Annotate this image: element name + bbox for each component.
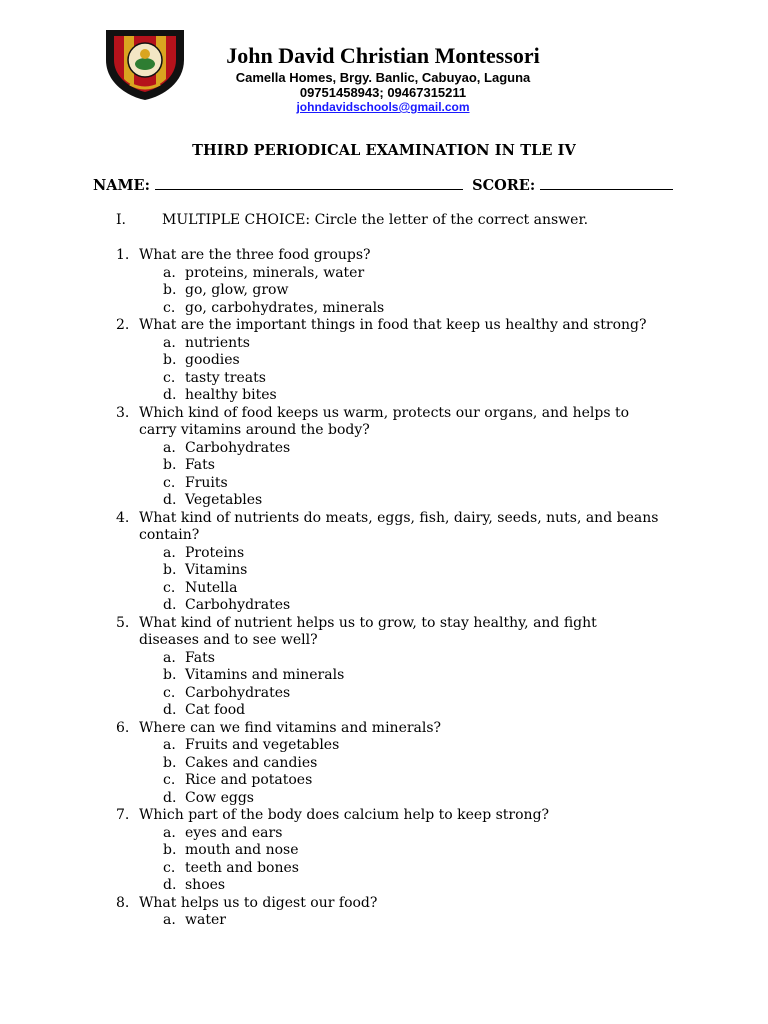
question-text: What are the three food groups? bbox=[139, 247, 371, 263]
question-6 bbox=[0, 720, 659, 738]
option-text: Carbohydrates bbox=[185, 439, 291, 456]
answer-option[interactable] bbox=[0, 755, 768, 773]
option-letter[interactable]: c. bbox=[163, 579, 176, 596]
option-letter[interactable]: c. bbox=[163, 474, 176, 491]
answer-option[interactable] bbox=[0, 667, 768, 685]
school-phones: 09751458943; 09467315211 bbox=[299, 85, 467, 100]
answer-option[interactable] bbox=[0, 650, 768, 668]
option-letter[interactable]: b. bbox=[163, 352, 177, 368]
section-number: I. bbox=[116, 212, 126, 228]
option-text: Nutella bbox=[185, 579, 238, 596]
question-5 bbox=[0, 615, 659, 650]
answer-option[interactable] bbox=[0, 492, 768, 510]
option-letter[interactable]: d. bbox=[163, 387, 177, 403]
name-label: NAME: bbox=[93, 177, 150, 194]
option-letter[interactable]: d. bbox=[163, 597, 177, 613]
answer-option[interactable] bbox=[0, 265, 768, 283]
option-text: eyes and ears bbox=[185, 824, 283, 841]
question-text: Which kind of food keeps us warm, protects our organs, and helps to carry vitamins around the body? bbox=[139, 404, 630, 438]
option-letter[interactable]: a. bbox=[163, 544, 176, 561]
option-letter[interactable]: b. bbox=[163, 667, 177, 683]
option-letter[interactable]: c. bbox=[163, 772, 176, 788]
answer-option[interactable] bbox=[0, 545, 768, 563]
question-2 bbox=[0, 317, 659, 335]
answer-option[interactable] bbox=[0, 842, 768, 860]
answer-option[interactable] bbox=[0, 282, 768, 300]
option-letter[interactable]: c. bbox=[163, 684, 176, 701]
answer-option[interactable] bbox=[0, 335, 768, 353]
school-header bbox=[190, 42, 576, 115]
option-text: Rice and potatoes bbox=[185, 772, 313, 788]
school-email-link[interactable]: johndavidschools@gmail.com bbox=[296, 100, 470, 114]
option-letter[interactable]: a. bbox=[163, 912, 176, 928]
option-text: water bbox=[185, 912, 226, 928]
question-number: 4. bbox=[116, 509, 130, 526]
exam-title: THIRD PERIODICAL EXAMINATION IN TLE IV bbox=[192, 142, 576, 159]
option-letter[interactable]: b. bbox=[163, 842, 177, 858]
score-label: SCORE: bbox=[472, 177, 536, 194]
option-letter[interactable]: a. bbox=[163, 824, 176, 841]
question-4 bbox=[0, 510, 659, 545]
question-list bbox=[0, 247, 768, 930]
question-1 bbox=[0, 247, 659, 265]
question-8 bbox=[0, 895, 659, 913]
option-letter[interactable]: c. bbox=[163, 299, 176, 316]
option-text: Carbohydrates bbox=[185, 597, 291, 613]
option-text: Fats bbox=[185, 457, 215, 473]
answer-option[interactable] bbox=[0, 877, 768, 895]
question-text: What are the important things in food that keep us healthy and strong? bbox=[139, 317, 647, 333]
answer-option[interactable] bbox=[0, 685, 768, 703]
option-text: go, carbohydrates, minerals bbox=[185, 299, 385, 316]
option-text: Fats bbox=[185, 649, 215, 666]
option-text: goodies bbox=[185, 352, 240, 368]
option-text: tasty treats bbox=[185, 369, 266, 386]
instruction-text: MULTIPLE CHOICE: Circle the letter of the correct answer. bbox=[162, 212, 589, 228]
question-number: 6. bbox=[116, 719, 130, 736]
option-letter[interactable]: c. bbox=[163, 859, 176, 876]
option-text: proteins, minerals, water bbox=[185, 264, 365, 281]
question-number: 2. bbox=[116, 317, 130, 333]
option-text: Cow eggs bbox=[185, 789, 254, 806]
option-letter[interactable]: d. bbox=[163, 877, 177, 893]
question-text: What helps us to digest our food? bbox=[139, 894, 378, 911]
answer-option[interactable] bbox=[0, 562, 768, 580]
option-text: Proteins bbox=[185, 544, 245, 561]
option-letter[interactable]: a. bbox=[163, 264, 176, 281]
option-letter[interactable]: d. bbox=[163, 492, 177, 508]
option-text: Vitamins and minerals bbox=[185, 667, 345, 683]
option-text: nutrients bbox=[185, 334, 250, 351]
option-text: shoes bbox=[185, 877, 226, 893]
answer-option[interactable] bbox=[0, 352, 768, 370]
option-text: Carbohydrates bbox=[185, 684, 291, 701]
option-letter[interactable]: b. bbox=[163, 562, 177, 578]
answer-option[interactable] bbox=[0, 597, 768, 615]
option-letter[interactable]: a. bbox=[163, 439, 176, 456]
answer-option[interactable] bbox=[0, 300, 768, 318]
option-letter[interactable]: a. bbox=[163, 649, 176, 666]
option-text: Fruits and vegetables bbox=[185, 737, 340, 753]
option-letter[interactable]: d. bbox=[163, 702, 177, 718]
question-number: 8. bbox=[116, 894, 130, 911]
question-number: 7. bbox=[116, 807, 130, 823]
question-text: What kind of nutrients do meats, eggs, fish, dairy, seeds, nuts, and beans contain? bbox=[139, 509, 659, 543]
option-text: Cat food bbox=[185, 702, 246, 718]
question-7 bbox=[0, 807, 659, 825]
option-letter[interactable]: a. bbox=[163, 737, 176, 753]
score-blank-line[interactable] bbox=[540, 177, 673, 190]
school-seal-icon bbox=[102, 26, 188, 102]
option-letter[interactable]: c. bbox=[163, 369, 176, 386]
answer-option[interactable] bbox=[0, 912, 768, 930]
answer-option[interactable] bbox=[0, 737, 768, 755]
school-name: John David Christian Montessori bbox=[226, 43, 540, 68]
answer-option[interactable] bbox=[0, 387, 768, 405]
answer-option[interactable] bbox=[0, 580, 768, 598]
answer-option[interactable] bbox=[0, 772, 768, 790]
option-text: mouth and nose bbox=[185, 842, 299, 858]
option-text: Vegetables bbox=[185, 492, 263, 508]
answer-option[interactable] bbox=[0, 475, 768, 493]
question-3 bbox=[0, 405, 659, 440]
answer-option[interactable] bbox=[0, 790, 768, 808]
question-text: Which part of the body does calcium help to keep strong? bbox=[139, 807, 550, 823]
option-letter[interactable]: b. bbox=[163, 754, 177, 771]
section-instruction bbox=[116, 212, 588, 228]
question-text: Where can we find vitamins and minerals? bbox=[139, 719, 442, 736]
answer-option[interactable] bbox=[0, 457, 768, 475]
answer-option[interactable] bbox=[0, 702, 768, 720]
question-number: 3. bbox=[116, 404, 130, 421]
answer-option[interactable] bbox=[0, 860, 768, 878]
question-text: What kind of nutrient helps us to grow, to stay healthy, and fight diseases and to see well? bbox=[139, 614, 597, 648]
school-address: Camella Homes, Brgy. Banlic, Cabuyao, Laguna bbox=[235, 70, 531, 85]
option-text: Cakes and candies bbox=[185, 754, 318, 771]
option-letter[interactable]: a. bbox=[163, 334, 176, 351]
option-text: go, glow, grow bbox=[185, 282, 289, 298]
question-number: 1. bbox=[116, 247, 130, 263]
option-letter[interactable]: b. bbox=[163, 282, 177, 298]
answer-option[interactable] bbox=[0, 370, 768, 388]
option-text: teeth and bones bbox=[185, 859, 299, 876]
option-letter[interactable]: b. bbox=[163, 457, 177, 473]
option-text: Vitamins bbox=[185, 562, 248, 578]
answer-option[interactable] bbox=[0, 440, 768, 458]
option-letter[interactable]: d. bbox=[163, 789, 177, 806]
name-blank-line[interactable] bbox=[155, 177, 463, 190]
answer-option[interactable] bbox=[0, 825, 768, 843]
question-number: 5. bbox=[116, 614, 130, 631]
option-text: Fruits bbox=[185, 474, 228, 491]
name-score-row bbox=[93, 177, 673, 194]
option-text: healthy bites bbox=[185, 387, 277, 403]
